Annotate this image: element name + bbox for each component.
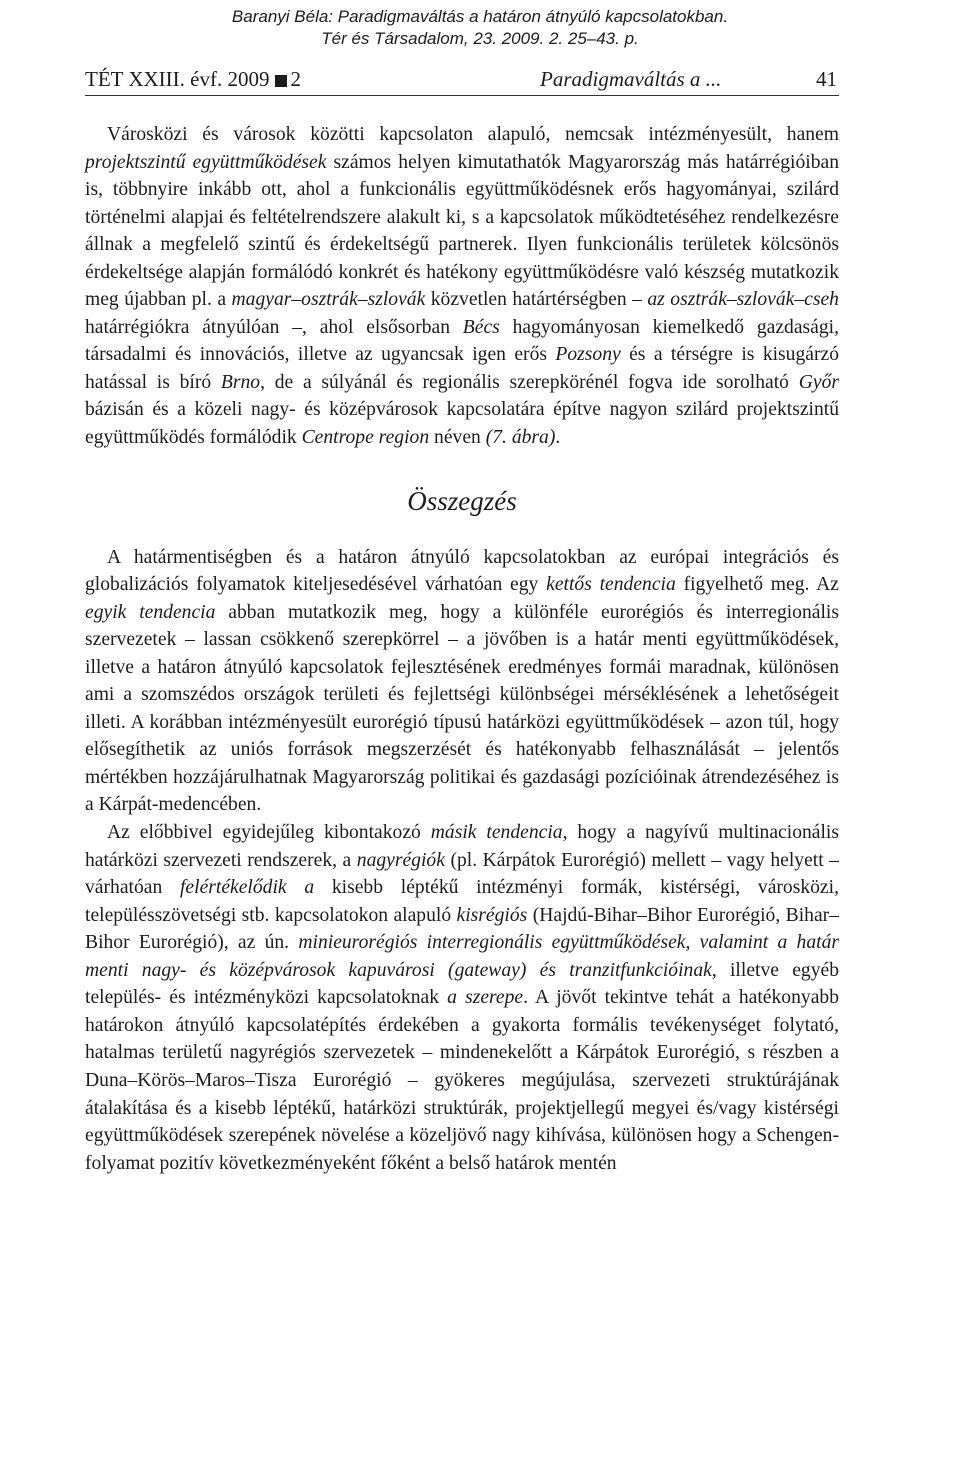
text-run: közvetlen határtérségben – [425,289,648,311]
citation-header [0,6,960,50]
page-number: 41 [816,67,837,91]
italic-run: projektszintű együttműködések [85,151,327,173]
black-square-icon [275,75,287,87]
italic-run: Centrope region [301,427,430,449]
italic-run: Brno [220,371,261,393]
italic-run: a szerepe [447,987,524,1009]
text-run: . A jövőt tekintve tehát a hatékonyabb határokon átnyúló kapcsolatépítés érdekében a gyakorta formális tevékenységet folytató, hatalmas területű nagyrégiós szervezetek – mindenekelőtt a Kárpátok Eurorégió, s részben a Duna–Körös–Maros–Tisza Eurorégió – gyökeres megújulása, szervezeti struktúrájának átalakítása és a kisebb léptékű, határközi struktúrák, projektjellegű megyei és/vagy kistérségi együttműködések szerepének növelése a közeljövő nagy kihívása, különösen hogy a Schengen-folyamat pozitív következményeként főként a belső határok mentén [85,987,839,1174]
text-run: kisebb léptékű intézményi formák, kistérségi, városközi, településszövetségi stb. kapcsolatokon alapuló [85,877,839,926]
text-run: A határmentiségben és a határon átnyúló kapcsolatokban az európai integrációs és globalizációs folyamatok kiteljesedésével várhatóan egy [85,546,839,596]
italic-run: magyar–osztrák–szlovák [231,289,426,311]
journal-issue: 2 [290,67,301,91]
text-run: figyelhető meg. Az [675,574,839,596]
text-run: bázisán és a közeli nagy- és középvárosok kapcsolatára építve nagyon szilárd projektszintű együttműködés formálódik [85,399,839,449]
text-run: (pl. Kárpátok Eurorégió) mellett – vagy helyett – várhatóan [85,849,839,899]
italic-run: minieurorégiós interregionális együttműködések, valamint a határ menti nagy- és középvárosok kapuvárosi (gateway) és tranzitfunkcióinak, [85,932,839,981]
italic-run: kisrégiós [456,904,528,926]
text-run: hagyományosan kiemelkedő gazdasági, társadalmi és innovációs, illetve az ugyancsak igen erős [85,316,839,366]
text-run: határrégiókra átnyúlóan –, ahol elsősorban [85,316,463,338]
text-run: Városközi és városok közötti kapcsolaton alapuló, nemcsak intézményesült, hanem [107,124,839,145]
citation-line-1: Baranyi Béla: Paradigmaváltás a határon átnyúló kapcsolatokban. [231,7,729,26]
text-run: (Hajdú-Bihar–Bihor Eurorégió, Bihar–Bihor Eurorégió), az ún. [85,904,839,954]
text-run: illetve egyéb település- és intézményközi kapcsolatoknak [85,959,839,1009]
section-title: Összegzés [407,485,517,516]
figure-reference: (7. ábra) [485,427,556,449]
text-run: néven [429,427,486,449]
running-head [85,66,839,96]
text-run: , hogy a nagyívű multinacionális határközi szervezeti rendszerek, a [85,822,839,871]
paragraph-1 [85,121,839,452]
italic-run: nagyrégiók [356,849,445,871]
italic-run: egyik tendencia [85,601,216,623]
text-run: , de a súlyánál és regionális szerepkörénél fogva ide sorolható [260,371,799,393]
italic-run: Pozsony [555,344,621,366]
paragraph-2 [85,544,839,819]
text-run: abban mutatkozik meg, hogy a különféle eurorégiós és interregionális szervezetek – lassan csökkenő szerepkörrel – a jövőben is a határ menti együttműködések, illetve a határon átnyúló kapcsolatok fejlesztésének eredményes formái maradnak, különösen ami a szomszédos országok területi és fejlettségi különbségei mérséklésének a lehetőségeit illeti. A korábban intézményesült eurorégió típusú határközi együttműködések – azon túl, hogy elősegíthetik az uniós források megszerzését és hatékonyabb felhasználását – jelentős mértékben hozzájárulhatnak Magyarország politikai és gazdasági pozícióinak átrendezéséhez is a Kárpát-medencében. [85,601,839,816]
text-run: számos helyen kimutathatók Magyarország más határrégióiban is, többnyire inkább ott, ahol a funkcionális együttműködésnek erős hagyományai, szilárd történelmi alapjai és feltételrendszere alakult ki, s a kapcsolatok működtetéséhez rendelkezésre állnak a megfelelő szintű és érdekeltségű partnerek. Ilyen funkcionális területek kölcsönös érdekeltsége alapján formálódó konkrét és hatékony együttműködésre való készség mutatkozik meg újabban pl. a [85,151,839,311]
article-body [85,121,839,1177]
text-run: Az előbbivel egyidejűleg kibontakozó [107,822,431,844]
italic-run: kettős tendencia [546,574,676,596]
journal-info [85,66,301,92]
italic-run: felértékelődik a [179,877,315,899]
italic-run: Bécs [462,316,500,338]
italic-run: az osztrák–szlovák–cseh [647,289,839,311]
running-title: Paradigmaváltás a ... [540,67,722,91]
italic-run: Győr [798,371,840,393]
paragraph-3 [85,819,839,1177]
text-run: . [555,427,561,449]
italic-run: másik tendencia [430,822,563,844]
journal-volume: TÉT XXIII. évf. 2009 [85,67,270,91]
text-run: és a térségre is kisugárzó hatással is bíró [85,344,839,393]
citation-line-2: Tér és Társadalom, 23. 2009. 2. 25–43. p. [321,29,639,48]
